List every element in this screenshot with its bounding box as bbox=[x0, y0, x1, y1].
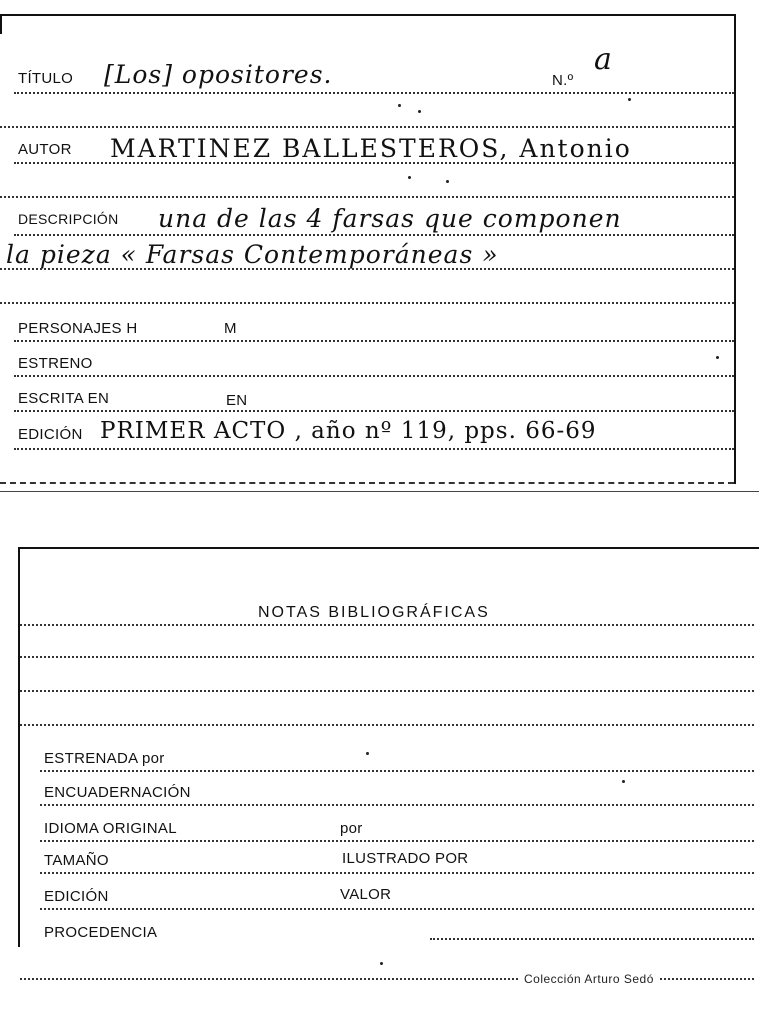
card-left-edge bbox=[0, 14, 2, 34]
autor-label: AUTOR bbox=[18, 141, 72, 158]
descripcion-rule bbox=[14, 234, 734, 236]
procedencia-rule bbox=[430, 938, 754, 940]
card-divider bbox=[0, 491, 759, 492]
descripcion-line1: una de las 4 farsas que componen bbox=[158, 204, 622, 233]
escrita-en-label: EN bbox=[226, 392, 248, 409]
edicion-label: EDICIÓN bbox=[18, 426, 83, 443]
titulo-value: [Los] opositores. bbox=[104, 60, 333, 89]
tamano-label: TAMAÑO bbox=[44, 852, 109, 869]
card-top-border bbox=[0, 14, 736, 16]
blank-rule-2 bbox=[0, 196, 734, 198]
escrita-label: ESCRITA EN bbox=[18, 390, 110, 407]
notas-rule-2 bbox=[20, 656, 754, 658]
edicion-value: PRIMER ACTO , año nº 119, pps. 66-69 bbox=[100, 418, 597, 444]
ilustrado-label: ILUSTRADO POR bbox=[342, 850, 469, 867]
speck bbox=[366, 752, 369, 755]
titulo-rule bbox=[14, 92, 734, 94]
speck bbox=[716, 356, 719, 359]
estreno-rule bbox=[14, 375, 734, 377]
titulo-label: TÍTULO bbox=[18, 70, 74, 87]
speck bbox=[408, 176, 411, 179]
personajes-label: PERSONAJES H bbox=[18, 320, 138, 337]
edicion-bottom-label: EDICIÓN bbox=[44, 888, 109, 905]
descripcion-label: DESCRIPCIÓN bbox=[18, 211, 119, 227]
speck bbox=[380, 962, 383, 965]
encuadernacion-label: ENCUADERNACIÓN bbox=[44, 784, 191, 801]
notas-heading: NOTAS BIBLIOGRÁFICAS bbox=[258, 604, 490, 621]
escrita-rule bbox=[14, 410, 734, 412]
descripcion-rule-2 bbox=[0, 268, 734, 270]
card-right-edge bbox=[734, 14, 736, 484]
collection-credit: Colección Arturo Sedó bbox=[520, 972, 658, 986]
speck bbox=[628, 98, 631, 101]
valor-label: VALOR bbox=[340, 886, 392, 903]
blank-rule-1 bbox=[0, 126, 734, 128]
tamano-rule bbox=[40, 872, 754, 874]
encuadernacion-rule bbox=[40, 804, 754, 806]
idioma-rule bbox=[40, 840, 754, 842]
personajes-m-label: M bbox=[224, 320, 237, 337]
edicion-bottom-rule bbox=[40, 908, 754, 910]
numero-value: a bbox=[594, 42, 613, 77]
speck bbox=[446, 180, 449, 183]
idioma-label: IDIOMA ORIGINAL bbox=[44, 820, 177, 837]
card-top-border bbox=[20, 547, 759, 549]
notas-rule-1 bbox=[20, 624, 754, 626]
speck bbox=[398, 104, 401, 107]
autor-rule bbox=[14, 162, 734, 164]
edicion-rule bbox=[14, 448, 734, 450]
personajes-rule bbox=[14, 340, 734, 342]
blank-rule-3 bbox=[0, 302, 734, 304]
procedencia-label: PROCEDENCIA bbox=[44, 924, 158, 941]
idioma-por-label: por bbox=[340, 820, 363, 837]
estrenada-rule bbox=[40, 770, 754, 772]
estrenada-label: ESTRENADA por bbox=[44, 750, 165, 767]
descripcion-line2: la pieza « Farsas Contemporáneas » bbox=[6, 240, 499, 269]
notas-rule-4 bbox=[20, 724, 754, 726]
card-left-edge bbox=[18, 547, 20, 947]
numero-label: N.º bbox=[552, 72, 574, 89]
card-bottom-rule bbox=[0, 482, 734, 484]
estreno-label: ESTRENO bbox=[18, 355, 93, 372]
autor-value: MARTINEZ BALLESTEROS, Antonio bbox=[110, 134, 632, 163]
notas-rule-3 bbox=[20, 690, 754, 692]
speck bbox=[622, 780, 625, 783]
speck bbox=[418, 110, 421, 113]
